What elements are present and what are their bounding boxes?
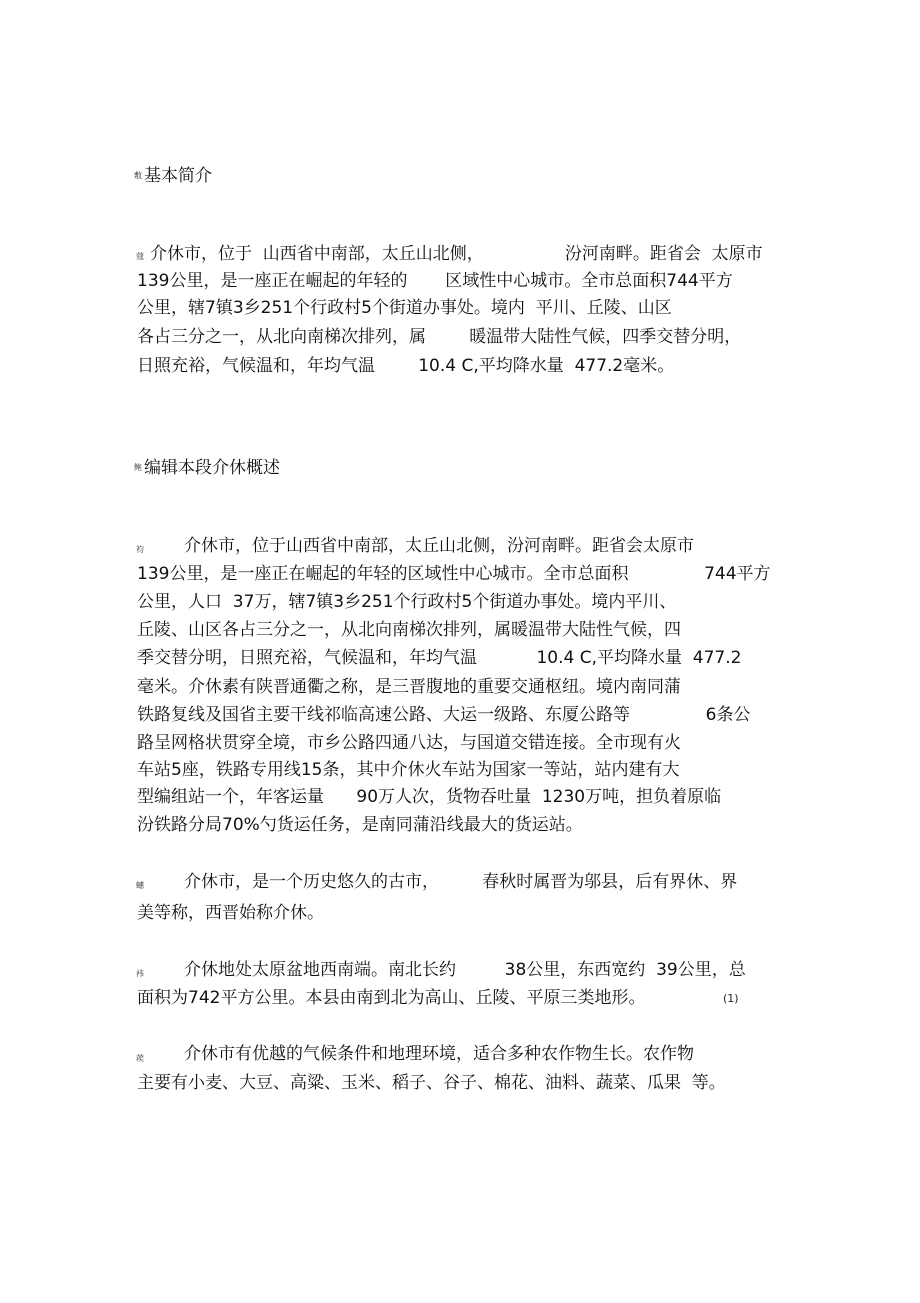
heading-text: 编辑本段介休概述 (144, 458, 280, 478)
history-line-2: 美等称，西晋始称介休。 (137, 903, 324, 923)
agriculture-line-1: 介休市有优越的气候条件和地理环境，适合多种农作物生长。农作物 (184, 1044, 694, 1064)
paragraph-marker: 袀 (136, 545, 144, 554)
section-heading-basic-intro (134, 165, 212, 187)
intro-line-3: 公里，辖7镇3乡251个行政村5个街道办事处。境内 平川、丘陵、山区 (137, 298, 672, 318)
citation-marker: (1) (723, 992, 739, 1005)
intro-line-4: 各占三分之一，从北向南梯次排列，属 暖温带大陆性气候，四季交替分明， (137, 327, 742, 347)
paragraph-marker: 蒺 (136, 1054, 144, 1063)
intro-line-5: 日照充裕，气候温和，年均气温 10.4 C,平均降水量 477.2毫米。 (137, 356, 675, 376)
intro-line-2: 139公里，是一座正在崛起的年轻的 区域性中心城市。全市总面积744平方 (137, 271, 733, 291)
heading-marker: 敷 (134, 171, 142, 180)
overview-line-7: 铁路复线及国省主要干线祁临高速公路、大运一级路、东厦公路等 6条公 (137, 705, 751, 725)
paragraph-marker: 蔻 (136, 252, 144, 261)
section-heading-overview (134, 457, 280, 479)
heading-text: 基本简介 (144, 166, 212, 186)
overview-line-9: 车站5座，铁路专用线15条，其中介休火车站为国家一等站，站内建有大 (137, 760, 680, 780)
heading-marker: 鲍 (134, 463, 142, 472)
history-line-1: 介休市，是一个历史悠久的古市， 春秋时属晋为邬县，后有界休、界 (184, 872, 738, 892)
overview-line-2: 139公里，是一座正在崛起的年轻的区域性中心城市。全市总面积 744平方 (137, 564, 771, 584)
paragraph-marker: 蟪 (136, 881, 144, 890)
paragraph-marker: 袆 (136, 969, 144, 978)
geography-line-1: 介休地处太原盆地西南端。南北长约 38公里，东西宽约 39公里，总 (184, 960, 746, 980)
overview-line-5: 季交替分明，日照充裕，气候温和，年均气温 10.4 C,平均降水量 477.2 (137, 648, 742, 668)
overview-line-1: 介休市，位于山西省中南部，太丘山北侧，汾河南畔。距省会太原市 (184, 536, 694, 556)
agriculture-line-2: 主要有小麦、大豆、高粱、玉米、稻子、谷子、棉花、油料、蔬菜、瓜果 等。 (137, 1073, 726, 1093)
overview-line-10: 型编组站一个，年客运量 90万人次，货物吞吐量 1230万吨，担负着原临 (137, 787, 722, 807)
overview-line-8: 路呈网格状贯穿全境，市乡公路四通八达，与国道交错连接。全市现有火 (137, 733, 681, 753)
intro-line-1: 介休市，位于 山西省中南部，太丘山北侧， 汾河南畔。距省会 太原市 (150, 244, 763, 264)
overview-line-4: 丘陵、山区各占三分之一，从北向南梯次排列，属暖温带大陆性气候，四 (137, 620, 681, 640)
overview-line-3: 公里，人口 37万，辖7镇3乡251个行政村5个街道办事处。境内平川、 (137, 592, 677, 612)
overview-line-6: 毫米。介休素有陕晋通衢之称，是三晋腹地的重要交通枢纽。境内南同蒲 (137, 677, 681, 697)
overview-line-11: 汾铁路分局70%勺货运任务，是南同蒲沿线最大的货运站。 (137, 815, 583, 835)
geography-line-2: 面积为742平方公里。本县由南到北为高山、丘陵、平原三类地形。 (137, 988, 646, 1008)
